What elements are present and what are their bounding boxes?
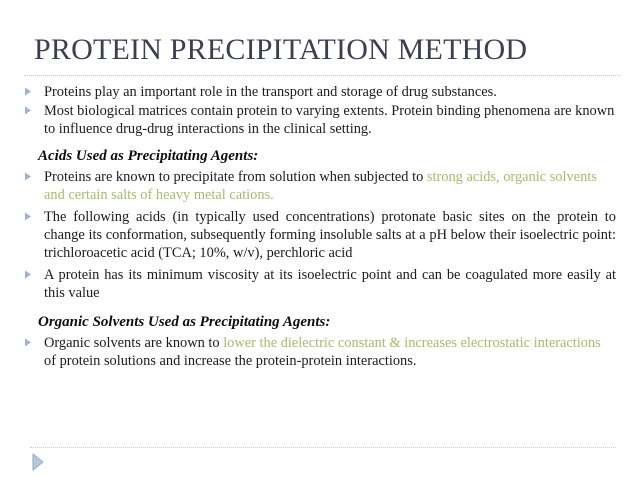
list-item [24, 208, 616, 262]
list-item [24, 168, 616, 204]
spacer [24, 139, 616, 142]
section-heading-acids: Acids Used as Precipitating Agents: [38, 148, 259, 164]
section-heading-organic-solvents: Organic Solvents Used as Precipitating Agents: [38, 314, 331, 330]
triangle-bullet-icon [24, 334, 44, 347]
list-item [24, 83, 616, 101]
title-block [34, 33, 618, 67]
list-item-text: The following acids (in typically used concentrations) protonate basic sites on the protein to change its conformation, subsequently forming insoluble salts at a pH below their isoelectric point: trichloroacetic acid (TCA; 10%, w/v), perchloric acid [44, 209, 616, 261]
triangle-bullet-icon [24, 266, 44, 279]
list-item [24, 102, 616, 138]
list-item [24, 334, 616, 370]
list-item [24, 266, 616, 302]
title-divider [24, 75, 620, 76]
list-item-text-highlight: strong acids, organic solvents and certain salts of heavy metal cations. [44, 169, 597, 203]
list-item-text-highlight: lower the dielectric constant & increases electrostatic interactions [223, 335, 601, 351]
triangle-bullet-icon [24, 208, 44, 221]
list-item-text-lead: Organic solvents are known to [44, 335, 224, 351]
triangle-bullet-icon [24, 83, 44, 96]
list-item-text: Proteins play an important role in the transport and storage of drug substances. [44, 84, 497, 100]
page-title: PROTEIN PRECIPITATION METHOD [34, 33, 528, 66]
list-item-text: A protein has its minimum viscosity at its isoelectric point and can be coagulated more easily at this value [44, 267, 616, 301]
list-item-text-lead: Proteins are known to precipitate from solution when subjected to [44, 169, 427, 185]
footer-divider [30, 447, 616, 448]
list-item-text: Most biological matrices contain protein to varying extents. Protein binding phenomena are known to influence drug-drug interactions in the clinical setting. [44, 103, 615, 137]
list-item-text [44, 168, 616, 204]
list-item-text-tail: of protein solutions and increase the protein-protein interactions. [44, 353, 417, 369]
next-slide-arrow-icon[interactable] [30, 452, 46, 472]
slide-body [24, 83, 616, 371]
triangle-bullet-icon [24, 168, 44, 181]
triangle-bullet-icon [24, 102, 44, 115]
list-item-text [44, 334, 616, 370]
spacer [24, 303, 616, 308]
